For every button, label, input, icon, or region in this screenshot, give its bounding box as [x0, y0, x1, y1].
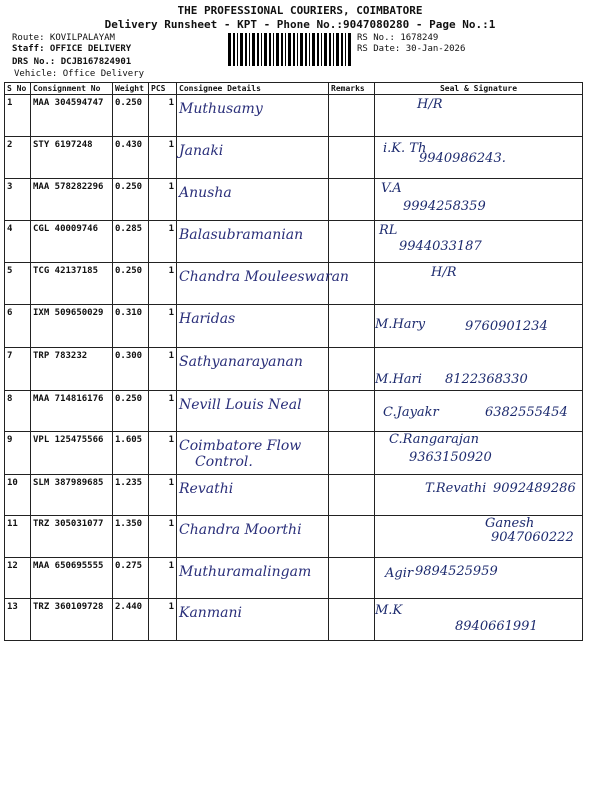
signature-mark: Agir	[385, 566, 414, 581]
row-pcs: 1	[149, 305, 177, 348]
signature-phone: 9944033187	[399, 239, 482, 254]
row-consignment-no: CGL 40009746	[31, 221, 113, 263]
consignee-handwriting: Revathi	[179, 481, 234, 497]
row-signature	[375, 137, 583, 179]
row-consignee	[177, 221, 329, 263]
consignee-handwriting: Anusha	[179, 185, 232, 201]
row-remarks	[329, 95, 375, 137]
signature-mark: C.Rangarajan	[389, 432, 480, 447]
row-consignment-no: MAA 714816176	[31, 391, 113, 432]
table-row	[5, 475, 583, 516]
row-weight: 0.250	[113, 179, 149, 221]
table-row	[5, 137, 583, 179]
row-weight: 1.235	[113, 475, 149, 516]
row-weight: 0.300	[113, 348, 149, 391]
row-pcs: 1	[149, 558, 177, 599]
row-sno: 9	[5, 432, 31, 475]
row-sno: 11	[5, 516, 31, 558]
consignee-handwriting: Coimbatore Flow	[179, 438, 302, 454]
row-signature	[375, 348, 583, 391]
vehicle-label: Vehicle: Office Delivery	[14, 69, 145, 79]
row-remarks	[329, 179, 375, 221]
row-weight: 0.250	[113, 391, 149, 432]
signature-mark: V.A	[381, 181, 402, 196]
row-pcs: 1	[149, 516, 177, 558]
row-sno: 12	[5, 558, 31, 599]
table-row	[5, 95, 583, 137]
signature-phone: 9363150920	[409, 450, 492, 465]
row-remarks	[329, 137, 375, 179]
row-consignment-no: IXM 509650029	[31, 305, 113, 348]
consignee-handwriting: Chandra Mouleeswaran	[179, 269, 349, 285]
col-remarks: Remarks	[329, 83, 375, 95]
consignee-handwriting: Chandra Moorthi	[179, 522, 302, 538]
signature-mark: i.K. Th	[383, 141, 427, 156]
row-consignee	[177, 305, 329, 348]
signature-phone: 9092489286	[493, 481, 576, 496]
row-weight: 0.275	[113, 558, 149, 599]
row-signature	[375, 179, 583, 221]
row-pcs: 1	[149, 348, 177, 391]
signature-mark: H/R	[417, 97, 443, 112]
signature-mark: Ganesh	[485, 516, 535, 531]
consignee-handwriting: Kanmani	[179, 605, 242, 621]
row-consignment-no: VPL 125475566	[31, 432, 113, 475]
row-weight: 1.350	[113, 516, 149, 558]
signature-phone: 9894525959	[415, 564, 498, 579]
signature-mark: M.Hary	[375, 317, 426, 332]
table-row	[5, 432, 583, 475]
table-row	[5, 179, 583, 221]
table-row	[5, 348, 583, 391]
row-consignment-no: MAA 304594747	[31, 95, 113, 137]
row-pcs: 1	[149, 179, 177, 221]
rs-date: RS Date: 30-Jan-2026	[357, 44, 466, 54]
signature-phone: 9940986243.	[419, 151, 506, 166]
signature-mark: RL	[379, 223, 398, 238]
row-signature	[375, 305, 583, 348]
staff-label: Staff: OFFICE DELIVERY	[12, 44, 132, 54]
signature-phone: 6382555454	[485, 405, 568, 420]
row-remarks	[329, 475, 375, 516]
row-pcs: 1	[149, 391, 177, 432]
consignee-handwriting: Janaki	[179, 143, 224, 159]
barcode	[228, 33, 352, 66]
row-consignee	[177, 137, 329, 179]
signature-mark: M.Hari	[375, 372, 422, 387]
consignee-handwriting: Nevill Louis Neal	[179, 397, 302, 413]
col-signature: Seal & Signature	[375, 83, 583, 95]
row-consignment-no: STY 6197248	[31, 137, 113, 179]
row-sno: 4	[5, 221, 31, 263]
route-label: Route: KOVILPALAYAM	[12, 33, 115, 43]
table-row	[5, 221, 583, 263]
signature-mark: T.Revathi	[425, 481, 487, 496]
table-row	[5, 305, 583, 348]
row-pcs: 1	[149, 475, 177, 516]
row-weight: 1.605	[113, 432, 149, 475]
row-pcs: 1	[149, 137, 177, 179]
table-header-row	[5, 83, 583, 95]
row-pcs: 1	[149, 221, 177, 263]
signature-mark: H/R	[431, 265, 457, 280]
rs-number: RS No.: 1678249	[357, 33, 439, 43]
row-pcs: 1	[149, 432, 177, 475]
row-weight: 0.250	[113, 95, 149, 137]
row-signature	[375, 558, 583, 599]
row-sno: 1	[5, 95, 31, 137]
row-sno: 3	[5, 179, 31, 221]
row-remarks	[329, 348, 375, 391]
row-consignment-no: MAA 650695555	[31, 558, 113, 599]
signature-phone: 9760901234	[465, 319, 548, 334]
row-remarks	[329, 516, 375, 558]
table-row	[5, 263, 583, 305]
row-sno: 13	[5, 599, 31, 641]
row-remarks	[329, 221, 375, 263]
row-consignee	[177, 179, 329, 221]
row-sno: 8	[5, 391, 31, 432]
table-row	[5, 558, 583, 599]
row-consignee	[177, 516, 329, 558]
row-weight: 2.440	[113, 599, 149, 641]
row-sno: 6	[5, 305, 31, 348]
row-sno: 5	[5, 263, 31, 305]
row-consignment-no: TRZ 360109728	[31, 599, 113, 641]
row-consignee	[177, 348, 329, 391]
company-title: THE PROFESSIONAL COURIERS, COIMBATORE	[177, 4, 423, 17]
row-consignment-no: TRZ 305031077	[31, 516, 113, 558]
row-signature	[375, 263, 583, 305]
row-consignee	[177, 599, 329, 641]
row-consignment-no: TCG 42137185	[31, 263, 113, 305]
col-weight: Weight	[113, 83, 149, 95]
row-consignee	[177, 558, 329, 599]
signature-phone: 9047060222	[491, 530, 574, 545]
row-signature	[375, 432, 583, 475]
row-consignee	[177, 432, 329, 475]
table-row	[5, 599, 583, 641]
consignee-handwriting: Sathyanarayanan	[179, 354, 303, 370]
row-signature	[375, 95, 583, 137]
row-weight: 0.310	[113, 305, 149, 348]
row-remarks	[329, 391, 375, 432]
table-row	[5, 391, 583, 432]
row-consignment-no: TRP 783232	[31, 348, 113, 391]
row-consignee	[177, 95, 329, 137]
consignee-handwriting: Muthuramalingam	[179, 564, 312, 580]
row-sno: 2	[5, 137, 31, 179]
row-weight: 0.430	[113, 137, 149, 179]
row-consignee	[177, 391, 329, 432]
runsheet-table	[4, 82, 583, 641]
signature-mark: C.Jayakr	[383, 405, 439, 420]
row-remarks	[329, 432, 375, 475]
row-pcs: 1	[149, 263, 177, 305]
signature-mark: M.K	[375, 603, 403, 618]
row-remarks	[329, 599, 375, 641]
row-weight: 0.285	[113, 221, 149, 263]
table-row	[5, 516, 583, 558]
row-remarks	[329, 305, 375, 348]
row-signature	[375, 599, 583, 641]
row-remarks	[329, 558, 375, 599]
row-pcs: 1	[149, 95, 177, 137]
consignee-handwriting: Muthusamy	[179, 101, 263, 117]
signature-phone: 9994258359	[403, 199, 486, 214]
consignee-handwriting: Balasubramanian	[179, 227, 304, 243]
row-pcs: 1	[149, 599, 177, 641]
runsheet-subtitle: Delivery Runsheet - KPT - Phone No.:9047080280 - Page No.:1	[104, 18, 496, 31]
row-consignee	[177, 475, 329, 516]
row-sno: 7	[5, 348, 31, 391]
row-weight: 0.250	[113, 263, 149, 305]
row-signature	[375, 221, 583, 263]
col-pcs: PCS	[149, 83, 177, 95]
row-signature	[375, 391, 583, 432]
row-consignment-no: SLM 387989685	[31, 475, 113, 516]
consignee-handwriting: Haridas	[179, 311, 236, 327]
row-sno: 10	[5, 475, 31, 516]
signature-phone: 8940661991	[455, 619, 538, 634]
drs-label: DRS No.: DCJB167824901	[12, 57, 132, 67]
row-signature	[375, 516, 583, 558]
row-consignment-no: MAA 578282296	[31, 179, 113, 221]
signature-phone: 8122368330	[445, 372, 528, 387]
consignee-handwriting-line2: Control.	[195, 454, 253, 470]
row-consignee	[177, 263, 349, 305]
col-consignee: Consignee Details	[177, 83, 329, 95]
col-sno: S No	[5, 83, 31, 95]
row-signature	[375, 475, 583, 516]
col-consignment: Consignment No	[31, 83, 113, 95]
